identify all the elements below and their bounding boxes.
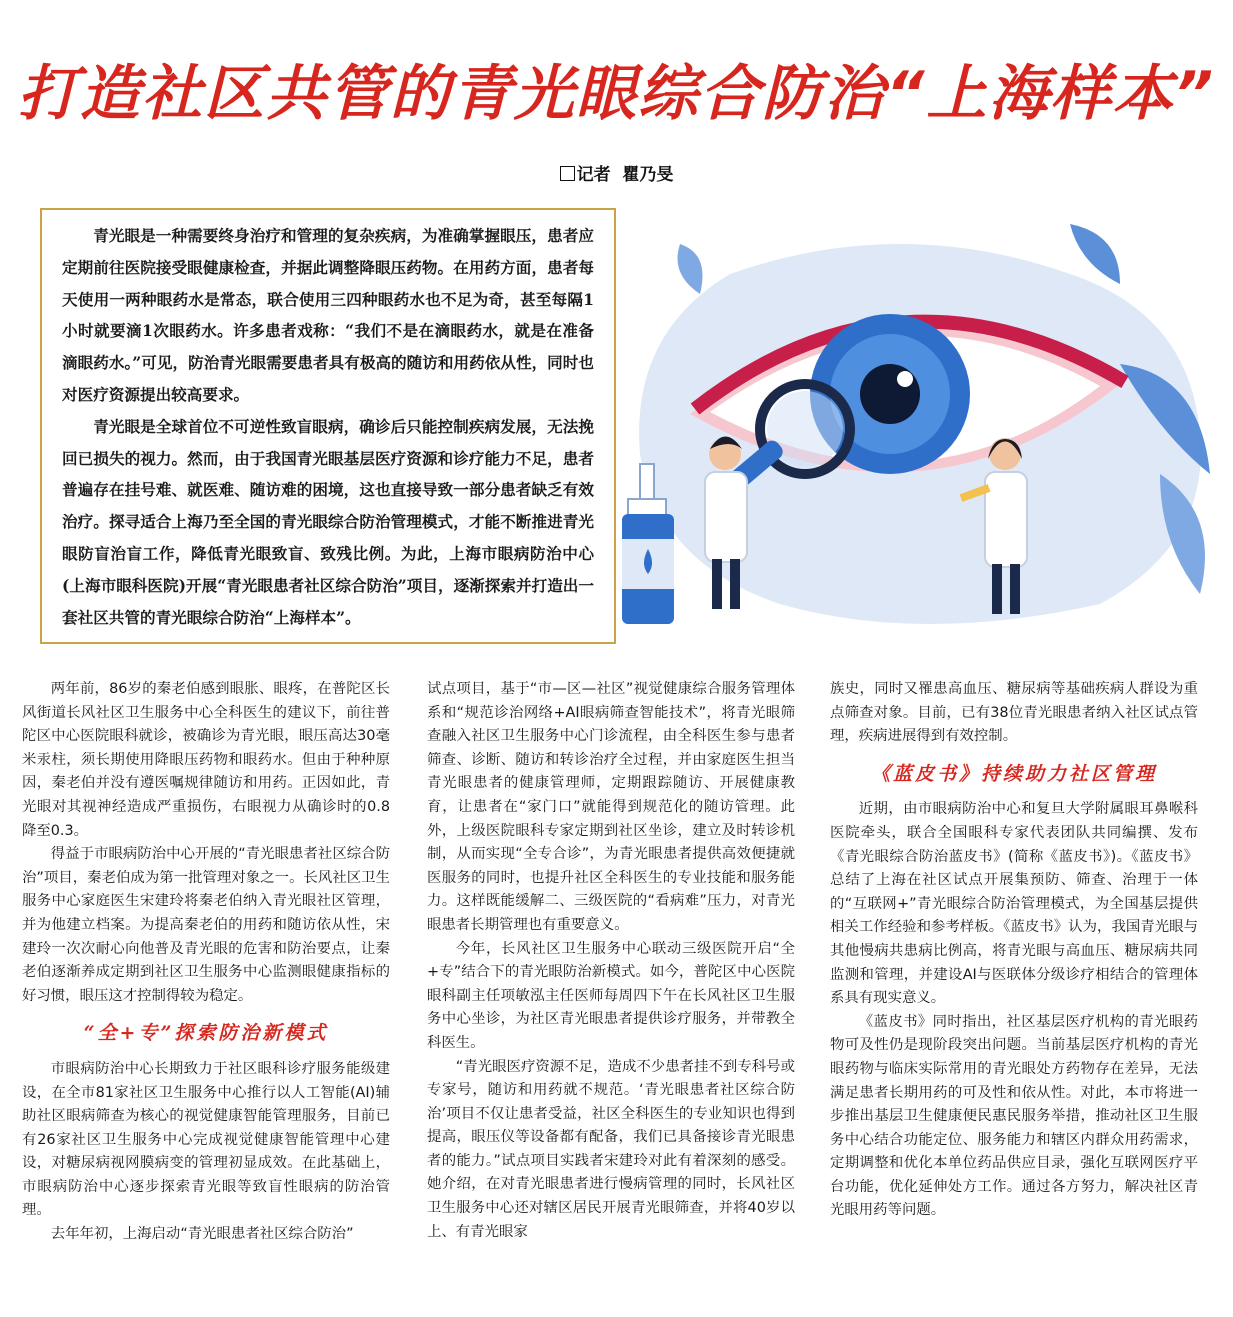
col2-paragraph: “青光眼医疗资源不足，造成不少患者挂不到专科号或专家号，随访和用药就不规范。‘青光眼患者社区综合防治’项目不仅让患者受益，社区全科医生的专业知识也得到提高，眼压仪等设备都有配备，我们已具备接诊青光眼患者的能力。”试点项目实践者宋建玲对此有着深刻的感受。她介绍，在对青光眼患者进行慢病管理的同时，长风社区卫生服务中心还对辖区居民开展青光眼筛查，并将40岁以上、有青光眼家 [427, 1058, 795, 1240]
intro-paragraph-1: 青光眼是一种需要终身治疗和管理的复杂疾病，为准确掌握眼压，患者应定期前往医院接受眼健康检查，并据此调整降眼压药物。在用药方面，患者每天使用一两种眼药水是常态，联合使用三四种眼药水也不足为奇，甚至每隔1小时就要滴1次眼药水。许多患者戏称：“我们不是在滴眼药水，就是在准备滴眼药水。”可见，防治青光眼需要患者具有极高的随访和用药依从性，同时也对医疗资源提出较高要求。 [62, 226, 594, 404]
section-heading: “全+专”探索防治新模式 [83, 1022, 329, 1045]
section-heading: 《蓝皮书》持续助力社区管理 [870, 762, 1157, 785]
col1-paragraph: 得益于市眼病防治中心开展的“青光眼患者社区综合防治”项目，秦老伯成为第一批管理对象之一。长风社区卫生服务中心家庭医生宋建玲将秦老伯纳入青光眼社区管理，并为他建立档案。为提高秦老伯的用药和随访依从性，宋建玲一次次耐心向他普及青光眼的危害和防治要点，让秦老伯逐渐养成定期到社区卫生服务中心监测眼健康指标的好习惯，眼压这才控制得较为稳定。 [22, 846, 390, 1004]
col3-paragraph: 《蓝皮书》同时指出，社区基层医疗机构的青光眼药物可及性仍是现阶段突出问题。当前基层医疗机构的青光眼药物与临床实际常用的青光眼处方药物存在差异，无法满足患者长期用药的可及性和依从性。对此，本市将进一步推出基层卫生健康便民惠民服务举措，推动社区卫生服务中心结合功能定位、服务能力和辖区内群众用药需求，定期调整和优化本单位药品供应目录，强化互联网医疗平台功能，优化延伸处方工作。通过各方努力，解决社区青光眼用药等问题。 [830, 1013, 1198, 1219]
col3-paragraph: 近期，由市眼病防治中心和复旦大学附属眼耳鼻喉科医院牵头，联合全国眼科专家代表团队共同编撰、发布《青光眼综合防治蓝皮书》(简称《蓝皮书》)。《蓝皮书》总结了上海在社区试点开展集预防、筛查、治理于一体的“互联网+”青光眼综合防治管理模式，为全国基层提供相关工作经验和参考样板。《蓝皮书》认为，我国青光眼与其他慢病共患病比例高，将青光眼与高血压、糖尿病共同监测和管理，并建设AI与医联体分级诊疗相结合的管理体系具有现实意义。 [830, 801, 1198, 1007]
byline-prefix: 记者 [576, 165, 611, 185]
col2-paragraph: 今年，长风社区卫生服务中心联动三级医院开启“全+专”结合下的青光眼防治新模式。如今，普陀区中心医院眼科副主任项敏泓主任医师每周四下午在长风社区卫生服务中心坐诊，为社区青光眼患者提供诊疗服务，并带教全科医生。 [427, 940, 795, 1051]
eye-doctors-illustration [600, 214, 1220, 634]
byline [0, 160, 1233, 185]
column-2 [427, 678, 795, 1244]
article-headline: 打造社区共管的青光眼综合防治“上海样本” [17, 59, 1216, 129]
article-body [22, 678, 1212, 1308]
col1-paragraph: 市眼病防治中心长期致力于社区眼科诊疗服务能级建设，在全市81家社区卫生服务中心推行以人工智能(AI)辅助社区眼病筛查为核心的视觉健康智能管理服务，目前已有26家社区卫生服务中心完成视觉健康智能管理中心建设，对糖尿病视网膜病变的管理初显成效。在此基础上，市眼病防治中心逐步探索青光眼等致盲性眼病的防治管理。 [22, 1060, 390, 1219]
intro-paragraph-2: 青光眼是全球首位不可逆性致盲眼病，确诊后只能控制疾病发展，无法挽回已损失的视力。然而，由于我国青光眼基层医疗资源和诊疗能力不足，患者普遍存在挂号难、就医难、随访难的困境，这也直接导致一部分患者缺乏有效治疗。探寻适合上海乃至全国的青光眼综合防治管理模式，才能不断推进青光眼防盲治盲工作，降低青光眼致盲、致残比例。为此，上海市眼病防治中心(上海市眼科医院)开展“青光眼患者社区综合防治”项目，逐渐探索并打造出一套社区共管的青光眼综合防治“上海样本”。 [62, 416, 594, 627]
col1-paragraph: 两年前，86岁的秦老伯感到眼胀、眼疼，在普陀区长风街道长风社区卫生服务中心全科医生的建议下，前往普陀区中心医院眼科就诊，被确诊为青光眼，眼压高达30毫米汞柱，须长期使用降眼压药物和眼药水。但由于种种原因，秦老伯并没有遵医嘱规律随访和用药。正因如此，青光眼对其视神经造成严重损伤，右眼视力从确诊时的0.8降至0.3。 [22, 681, 390, 839]
intro-box [40, 208, 616, 644]
col1-paragraph: 去年年初，上海启动“青光眼患者社区综合防治” [50, 1226, 354, 1243]
column-3 [830, 678, 1198, 1223]
byline-box-icon [560, 166, 575, 181]
byline-author: 瞿乃旻 [622, 165, 674, 185]
col3-paragraph: 族史，同时又罹患高血压、糖尿病等基础疾病人群设为重点筛查对象。目前，已有38位青光眼患者纳入社区试点管理，疾病进展得到有效控制。 [830, 681, 1198, 745]
column-1 [22, 678, 390, 1247]
col2-paragraph: 试点项目，基于“市—区—社区”视觉健康综合服务管理体系和“规范诊治网络+AI眼病筛查智能技术”，将青光眼筛查融入社区卫生服务中心门诊流程，由全科医生参与患者筛查、诊断、随访和转诊治疗全过程，并由家庭医生担当青光眼患者的健康管理师，定期跟踪随访、开展健康教育，让患者在“家门口”就能得到规范化的随访管理。此外，上级医院眼科专家定期到社区坐诊，建立及时转诊机制，从而实现“全专合诊”，为青光眼患者提供高效便捷就医服务的同时，也提升社区全科医生的专业技能和服务能力。这样既能缓解二、三级医院的“看病难”压力，对青光眼患者长期管理也有重要意义。 [427, 681, 795, 933]
